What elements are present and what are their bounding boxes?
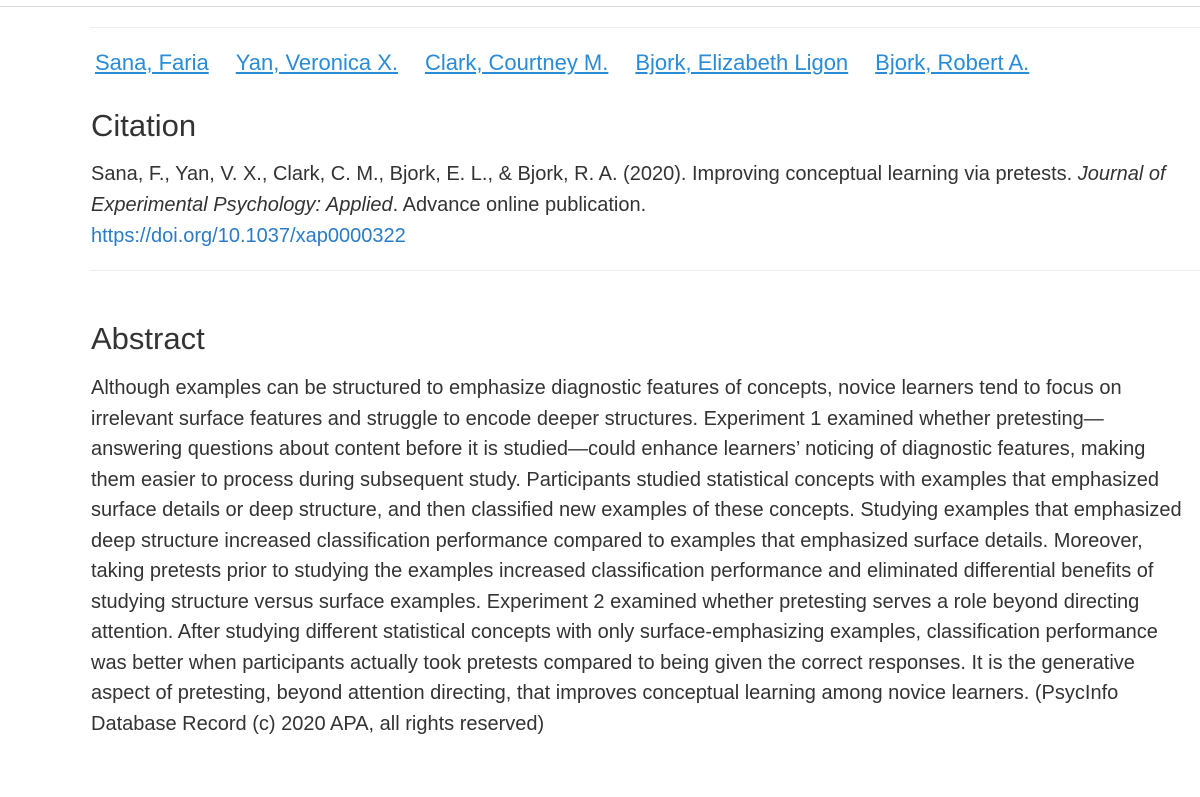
divider-top (90, 27, 1200, 28)
citation-journal: Journal of Experimental Psychology: Applied (91, 163, 1166, 216)
abstract-text: Although examples can be structured to emphasize diagnostic features of concepts, novice learners tend to focus on irrelevant surface features and struggle to encode deeper structures. Experiment 1 examined whether pretesting—answering questions about content before it is studied—could enhance learners’ noticing of diagnostic features, making them easier to process during subsequent study. Participants studied statistical concepts with examples that emphasized surface details or deep structure, and then classified new examples of these concepts. Studying examples that emphasized deep structure increased classification performance compared to examples that emphasized surface details. Moreover, taking pretests prior to studying the examples increased classification performance and eliminated differential benefits of studying structure versus surface examples. Experiment 2 examined whether pretesting serves a role beyond directing attention. After studying different statistical concepts with only surface-emphasizing examples, classification performance was better when participants actually took pretests compared to being given the correct responses. It is the generative aspect of pretesting, beyond attention directing, that improves conceptual learning among novice learners. (PsycInfo Database Record (c) 2020 APA, all rights reserved) (91, 377, 1182, 735)
citation-authors-title: Sana, F., Yan, V. X., Clark, C. M., Bjork, E. L., & Bjork, R. A. (2020). Improving conceptual learning via pretests. (91, 163, 1078, 185)
citation-text (91, 159, 1171, 252)
citation-publication-note: . Advance online publication. (392, 194, 647, 216)
top-border (0, 6, 1200, 7)
author-link-sana[interactable]: Sana, Faria (95, 50, 209, 75)
author-link-bjork-elizabeth[interactable]: Bjork, Elizabeth Ligon (635, 50, 849, 75)
citation-heading: Citation (91, 108, 197, 143)
divider-citation (90, 270, 1200, 271)
author-link-bjork-robert[interactable]: Bjork, Robert A. (875, 50, 1030, 75)
author-list (95, 48, 1029, 78)
doi-link[interactable]: https://doi.org/10.1037/xap0000322 (91, 225, 406, 247)
abstract-heading: Abstract (91, 321, 205, 356)
author-link-yan[interactable]: Yan, Veronica X. (235, 50, 398, 75)
author-link-clark[interactable]: Clark, Courtney M. (424, 50, 609, 75)
